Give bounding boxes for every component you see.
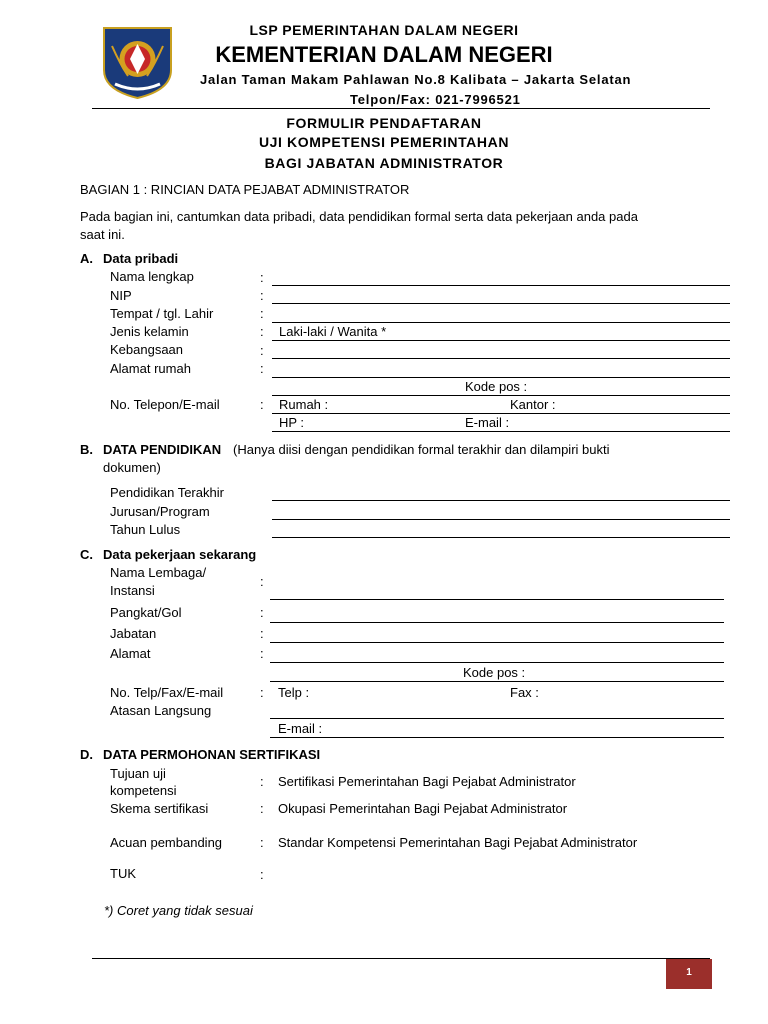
label-kebangsaan: Kebangsaan — [110, 342, 184, 357]
field-jenis-kelamin[interactable] — [272, 340, 730, 341]
form-title-2: UJI KOMPETENSI PEMERINTAHAN — [258, 134, 510, 150]
label-kantor: Kantor : — [510, 397, 556, 412]
label-tahun-lulus: Tahun Lulus — [110, 522, 181, 537]
part-a-heading: Data pribadi — [103, 251, 179, 266]
field-nama[interactable] — [272, 285, 730, 286]
label-nama: Nama lengkap — [110, 269, 194, 284]
colon: : — [260, 288, 264, 303]
label-atasan: Atasan Langsung — [110, 703, 212, 718]
acuan-value: Standar Kompetensi Pemerintahan Bagi Pejabat Administrator — [278, 835, 638, 850]
field-pendidikan[interactable] — [272, 500, 730, 501]
field-ttl[interactable] — [272, 322, 730, 323]
colon: : — [260, 801, 264, 816]
field-hp-email[interactable] — [272, 431, 730, 432]
label-lembaga: Nama Lembaga/ — [110, 565, 207, 580]
part-b-letter: B. — [80, 442, 93, 457]
label-telp-fax-email: No. Telp/Fax/E-mail — [110, 685, 224, 700]
field-email-kantor[interactable] — [270, 737, 724, 738]
label-telp: Telp : — [278, 685, 310, 700]
section-heading: BAGIAN 1 : RINCIAN DATA PEJABAT ADMINISTRATOR — [80, 182, 410, 197]
colon: : — [260, 361, 264, 376]
field-jabatan[interactable] — [270, 642, 724, 643]
address: Jalan Taman Makam Pahlawan No.8 Kalibata – Jakarta Selatan — [200, 72, 632, 87]
colon: : — [260, 626, 264, 641]
part-d-heading: DATA PERMOHONAN SERTIFIKASI — [103, 747, 321, 762]
intro-text-2: saat ini. — [80, 227, 125, 242]
colon: : — [260, 270, 264, 285]
label-rumah: Rumah : — [279, 397, 329, 412]
page-number-badge — [666, 959, 712, 989]
label-hp: HP : — [279, 415, 305, 430]
field-kode-pos-kantor[interactable] — [270, 681, 724, 682]
label-tujuan-2: kompetensi — [110, 783, 177, 798]
label-nip: NIP — [110, 288, 132, 303]
field-nip[interactable] — [272, 303, 730, 304]
colon: : — [260, 646, 264, 661]
org-line: LSP PEMERINTAHAN DALAM NEGERI — [249, 22, 519, 38]
colon: : — [260, 397, 264, 412]
colon: : — [260, 574, 264, 589]
tujuan-value: Sertifikasi Pemerintahan Bagi Pejabat Administrator — [278, 774, 576, 789]
label-jenis-kelamin: Jenis kelamin — [110, 324, 189, 339]
field-kode-pos[interactable] — [272, 395, 730, 396]
phone: Telpon/Fax: 021-7996521 — [350, 92, 521, 107]
part-c-letter: C. — [80, 547, 93, 562]
label-tujuan: Tujuan uji — [110, 766, 166, 781]
jenis-kelamin-value[interactable]: Laki-laki / Wanita * — [279, 324, 387, 339]
field-kebangsaan[interactable] — [272, 358, 730, 359]
label-acuan: Acuan pembanding — [110, 835, 223, 850]
label-instansi: Instansi — [110, 583, 155, 598]
colon: : — [260, 867, 264, 882]
colon: : — [260, 774, 264, 789]
footnote: *) Coret yang tidak sesuai — [104, 903, 253, 918]
form-title-1: FORMULIR PENDAFTARAN — [286, 115, 482, 131]
label-fax: Fax : — [510, 685, 539, 700]
field-alamat-kantor[interactable] — [270, 662, 724, 663]
field-tahun-lulus[interactable] — [272, 537, 730, 538]
label-email: E-mail : — [465, 415, 510, 430]
intro-text: Pada bagian ini, cantumkan data pribadi, data pendidikan formal serta data pekerjaan anda pada — [80, 209, 638, 224]
footer-divider — [92, 958, 710, 959]
label-jabatan: Jabatan — [110, 626, 157, 641]
colon: : — [260, 685, 264, 700]
part-d-letter: D. — [80, 747, 93, 762]
label-alamat: Alamat rumah — [110, 361, 191, 376]
part-b-note-2: dokumen) — [103, 460, 161, 475]
colon: : — [260, 324, 264, 339]
part-a-letter: A. — [80, 251, 93, 266]
label-telepon-email: No. Telepon/E-mail — [110, 397, 220, 412]
colon: : — [260, 306, 264, 321]
skema-value: Okupasi Pemerintahan Bagi Pejabat Administrator — [278, 801, 568, 816]
field-telp-fax[interactable] — [270, 718, 724, 719]
label-skema: Skema sertifikasi — [110, 801, 209, 816]
colon: : — [260, 343, 264, 358]
label-tuk: TUK — [110, 866, 136, 881]
field-alamat[interactable] — [272, 377, 730, 378]
label-pangkat: Pangkat/Gol — [110, 605, 182, 620]
part-c-heading: Data pekerjaan sekarang — [103, 547, 257, 562]
ministry-name: KEMENTERIAN DALAM NEGERI — [215, 42, 553, 67]
colon: : — [260, 835, 264, 850]
field-jurusan[interactable] — [272, 519, 730, 520]
part-b-heading: DATA PENDIDIKAN — [103, 442, 222, 457]
field-instansi[interactable] — [270, 599, 724, 600]
label-alamat-kantor: Alamat — [110, 646, 151, 661]
label-ttl: Tempat / tgl. Lahir — [110, 306, 214, 321]
field-pangkat[interactable] — [270, 622, 724, 623]
colon: : — [260, 605, 264, 620]
label-jurusan: Jurusan/Program — [110, 504, 210, 519]
field-telepon[interactable] — [272, 413, 730, 414]
page-number: 1 — [686, 967, 692, 978]
form-title-3: BAGI JABATAN ADMINISTRATOR — [264, 155, 504, 171]
label-pendidikan: Pendidikan Terakhir — [110, 485, 224, 500]
part-b-note: (Hanya diisi dengan pendidikan formal terakhir dan dilampiri bukti — [233, 442, 610, 457]
header-divider — [92, 108, 710, 109]
label-kode-pos: Kode pos : — [465, 379, 528, 394]
label-email-kantor: E-mail : — [278, 721, 323, 736]
label-kode-pos-kantor: Kode pos : — [463, 665, 526, 680]
